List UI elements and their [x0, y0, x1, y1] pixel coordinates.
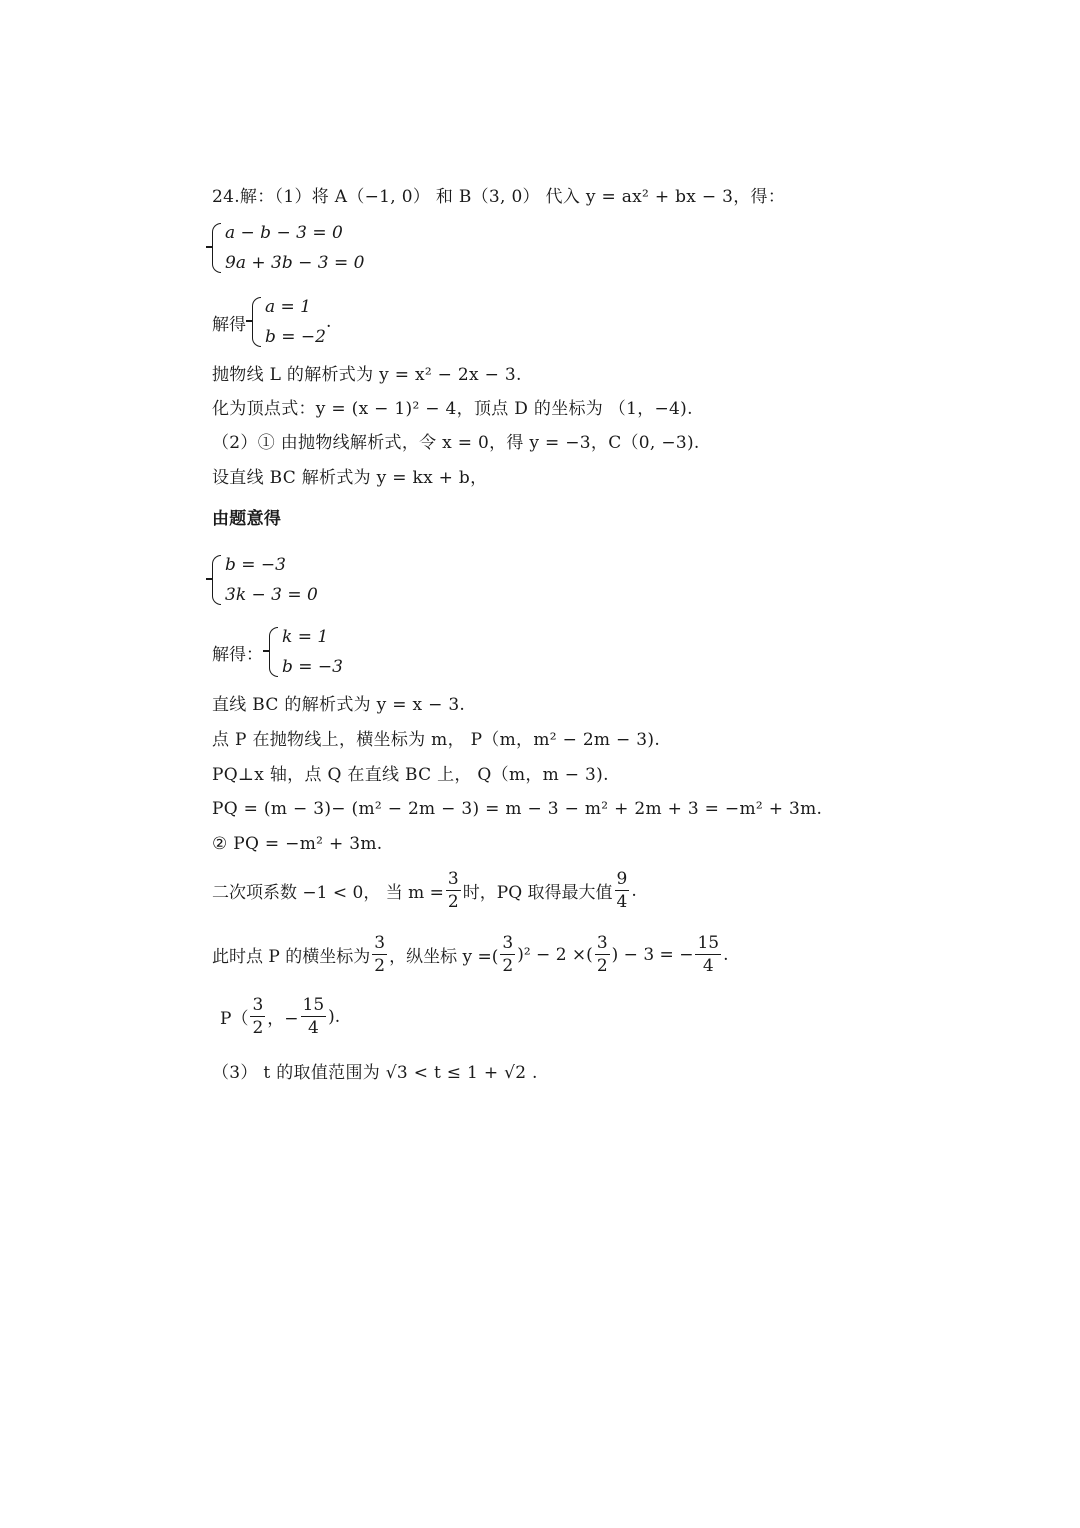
text-segment: )² − 2 ×(	[517, 944, 593, 965]
parabola-expression-line: 抛物线 L 的解析式为 y = x² − 2x − 3.	[212, 365, 522, 385]
left-brace	[212, 555, 221, 605]
numerator: 3	[447, 869, 459, 889]
denominator: 4	[307, 1018, 319, 1038]
solution-intro-line: 24.解：（1）将 A（−1, 0） 和 B（3, 0） 代入 y = ax² + bx − 3，得：	[212, 187, 786, 207]
denominator: 2	[596, 956, 608, 976]
text-segment: ，纵坐标 y =(	[389, 947, 499, 967]
period: .	[326, 312, 332, 332]
fraction	[250, 994, 265, 1039]
denominator: 4	[702, 956, 714, 976]
text-segment: 此时点 P 的横坐标为	[212, 947, 371, 967]
system-equation: a − b − 3 = 0	[225, 223, 343, 243]
fraction	[301, 994, 327, 1039]
text-segment: .	[631, 880, 637, 901]
point-p-line: 点 P 在抛物线上，横坐标为 m， P（m，m² − 2m − 3).	[212, 730, 661, 750]
max-value-line	[212, 868, 637, 913]
fraction	[500, 932, 515, 977]
system-equation: b = −3	[225, 555, 286, 575]
fraction	[695, 932, 721, 977]
system-equation: a = 1	[265, 297, 312, 317]
part3-range-line: （3） t 的取值范围为 √3 < t ≤ 1 + √2 .	[212, 1063, 538, 1083]
numerator: 3	[252, 995, 264, 1015]
left-brace	[269, 627, 278, 677]
fraction	[615, 868, 630, 913]
solve-label: 解得	[212, 314, 246, 335]
point-p-result-line	[220, 994, 340, 1039]
solve-label: 解得：	[212, 644, 263, 665]
pq-result-line: ② PQ = −m² + 3m.	[212, 834, 383, 854]
fraction	[372, 932, 387, 977]
vertex-form-line: 化为顶点式：y = (x − 1)² − 4，顶点 D 的坐标为 （1，−4).	[212, 399, 693, 419]
numerator: 15	[697, 933, 720, 953]
given-heading: 由题意得	[212, 509, 282, 529]
denominator: 2	[502, 956, 514, 976]
text-segment: ).	[328, 1006, 341, 1027]
text-segment: 二次项系数 −1 < 0， 当 m =	[212, 883, 444, 903]
system-equation: b = −3	[282, 657, 343, 677]
numerator: 3	[502, 933, 514, 953]
denominator: 2	[252, 1018, 264, 1038]
denominator: 2	[447, 892, 459, 912]
system-equation: b = −2	[265, 327, 326, 347]
point-q-line: PQ⊥x 轴，点 Q 在直线 BC 上， Q（m，m − 3).	[212, 765, 609, 785]
solution-system-1	[212, 292, 331, 352]
text-segment: ) − 3 = −	[611, 944, 694, 965]
text-segment: 时，PQ 取得最大值	[462, 883, 613, 903]
part2-intro-line: （2）① 由抛物线解析式，令 x = 0，得 y = −3，C（0, −3).	[212, 433, 700, 453]
solution-system-2	[212, 622, 343, 682]
denominator: 4	[616, 892, 628, 912]
system-equation: 3k − 3 = 0	[225, 585, 318, 605]
text-segment: .	[723, 944, 729, 965]
text-segment: P（	[220, 1009, 249, 1029]
left-brace	[252, 297, 261, 347]
left-brace	[212, 223, 221, 273]
numerator: 9	[616, 869, 628, 889]
line-bc-expression: 直线 BC 的解析式为 y = x − 3.	[212, 695, 466, 715]
equation-system-2	[212, 550, 318, 610]
numerator: 3	[596, 933, 608, 953]
system-equation: k = 1	[282, 627, 329, 647]
coordinate-calc-line	[212, 932, 728, 977]
equation-system-1	[212, 218, 364, 278]
line-bc-setup: 设直线 BC 解析式为 y = kx + b，	[212, 468, 488, 488]
fraction	[446, 868, 461, 913]
denominator: 2	[374, 956, 386, 976]
numerator: 3	[374, 933, 386, 953]
text-segment: ，−	[267, 1009, 299, 1029]
pq-derivation-line: PQ = (m − 3)− (m² − 2m − 3) = m − 3 − m² + 2m + 3 = −m² + 3m.	[212, 799, 823, 819]
system-equation: 9a + 3b − 3 = 0	[225, 253, 365, 273]
fraction	[595, 932, 610, 977]
numerator: 15	[302, 995, 325, 1015]
